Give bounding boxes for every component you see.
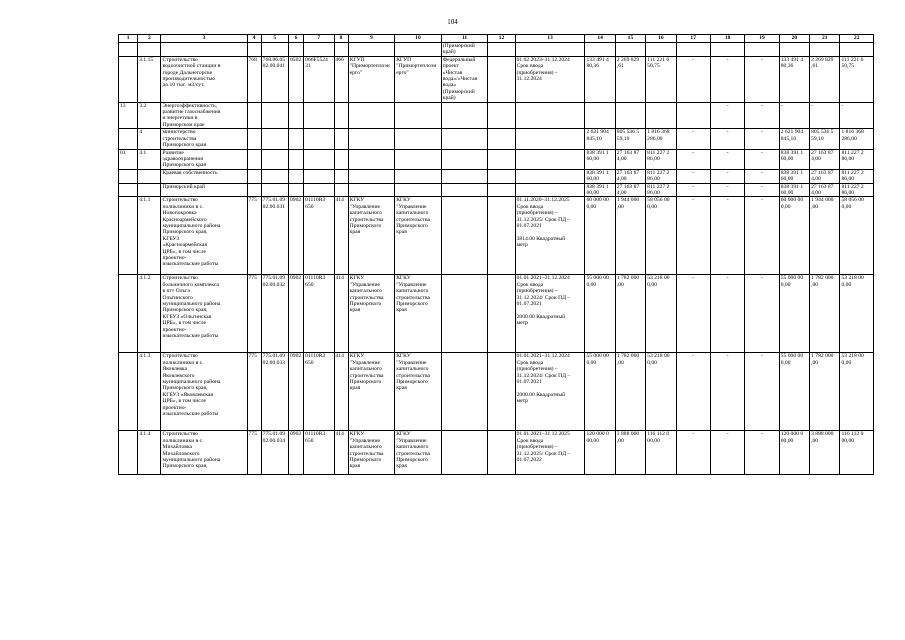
table-cell <box>119 169 138 183</box>
table-cell: - <box>810 102 840 129</box>
table-cell <box>488 275 515 353</box>
table-cell <box>840 43 874 57</box>
column-header: 13 <box>515 35 585 43</box>
table-cell <box>247 149 261 169</box>
table-cell <box>304 169 334 183</box>
table-cell <box>288 102 303 129</box>
column-header: 3 <box>161 35 247 43</box>
table-cell <box>441 353 488 431</box>
table-cell <box>119 431 138 475</box>
table-cell: КГКУ "Управление капитального строительства Приморского края <box>348 431 395 475</box>
table-cell: 0902 <box>288 431 303 475</box>
table-cell <box>119 197 138 275</box>
table-cell: - <box>745 102 779 129</box>
table-row <box>119 169 874 183</box>
table-cell <box>334 149 348 169</box>
table-cell: Строительство водоочистной станции в городе Дальнегорске производительностью до 10 тыс. м3/сут. <box>161 56 247 102</box>
column-header: 22 <box>840 35 874 43</box>
table-cell <box>304 183 334 197</box>
table-cell: 2 621 904 845,10 <box>779 129 809 149</box>
table-cell <box>395 43 442 57</box>
table-cell <box>488 183 515 197</box>
column-header: 19 <box>745 35 779 43</box>
table-cell <box>304 43 334 57</box>
table-cell <box>119 183 138 197</box>
table-cell: 838 391 1 60,00 <box>779 169 809 183</box>
table-cell: 466 <box>334 56 348 102</box>
table-cell: 811 227 2 86,00 <box>646 149 676 169</box>
table-cell <box>488 102 515 129</box>
table-cell: - <box>745 275 779 353</box>
table-cell: 120 000 0 00,00 <box>779 431 809 475</box>
table-cell: 0902 <box>288 353 303 431</box>
table-cell: - <box>676 183 710 197</box>
table-cell <box>515 169 585 183</box>
table-cell <box>288 129 303 149</box>
table-cell: - <box>676 56 710 102</box>
table-cell <box>138 183 161 197</box>
table-cell: 2 621 904 845,10 <box>585 129 615 149</box>
table-cell: - <box>676 197 710 275</box>
table-cell: 53 218 00 0,00 <box>840 353 874 431</box>
table-cell <box>288 183 303 197</box>
table-cell: 4.1.4 <box>138 431 161 475</box>
table-cell <box>646 102 676 129</box>
table-cell <box>261 169 288 183</box>
table-cell <box>515 43 585 57</box>
table-cell: - <box>745 56 779 102</box>
table-cell: 60 000 00 0,00 <box>585 197 615 275</box>
table-cell: КГКУ "Управление капитального строительства Приморского края <box>395 197 442 275</box>
table-cell: 3 888 000 ,00 <box>810 431 840 475</box>
table-cell: 838 391 1 60,00 <box>585 149 615 169</box>
table-cell <box>810 43 840 57</box>
table-cell: - <box>779 102 809 129</box>
table-cell: - <box>745 149 779 169</box>
table-cell: Краевая собственность <box>161 169 247 183</box>
table-cell <box>119 43 138 57</box>
table-cell <box>119 56 138 102</box>
table-cell <box>441 183 488 197</box>
table-row <box>119 149 874 169</box>
table-cell: Строительство поликлиники в с. Яковлевка Яковлевского муниципального района Приморского края, КГБУЗ «Яковлевская ЦРБ», в том числе проектно- изыскательские работы <box>161 353 247 431</box>
column-header: 6 <box>288 35 303 43</box>
table-cell: - <box>676 129 710 149</box>
table-cell <box>515 149 585 169</box>
table-cell <box>441 431 488 475</box>
table-cell: 27 163 87 4,00 <box>615 169 645 183</box>
table-cell <box>138 43 161 57</box>
table-cell: 2 269 829 ,61 <box>810 56 840 102</box>
table-cell <box>334 43 348 57</box>
table-cell: 1 944 000 ,00 <box>615 197 645 275</box>
table-cell: Строительство поликлиники в с. Михайловка Михайловского муниципального района Приморского края, <box>161 431 247 475</box>
table-cell: 768.06.05 02.00.041 <box>261 56 288 102</box>
table-cell: 768 <box>247 56 261 102</box>
table-cell: 775.01.09 02.00.031 <box>261 197 288 275</box>
table-cell <box>676 43 710 57</box>
table-cell <box>261 183 288 197</box>
table-cell: 27 163 87 4,00 <box>615 149 645 169</box>
table-cell: 811 227 2 86,00 <box>840 149 874 169</box>
table-cell: (Приморский край) <box>441 43 488 57</box>
column-header: 1 <box>119 35 138 43</box>
table-cell <box>488 431 515 475</box>
table-cell <box>676 102 710 129</box>
table-cell: - <box>710 183 744 197</box>
table-cell <box>615 102 645 129</box>
table-cell <box>348 129 395 149</box>
table-cell: Приморский край <box>161 183 247 197</box>
table-cell: - <box>676 431 710 475</box>
column-header: 9 <box>348 35 395 43</box>
column-header: 12 <box>488 35 515 43</box>
column-header: 20 <box>779 35 809 43</box>
table-cell: - <box>745 169 779 183</box>
table-cell: 1 944 000 ,00 <box>810 197 840 275</box>
table-cell: - <box>745 129 779 149</box>
table-cell <box>395 169 442 183</box>
table-cell: 60 000 00 0,00 <box>779 197 809 275</box>
table-cell <box>395 129 442 149</box>
table-cell <box>247 102 261 129</box>
table-cell <box>261 43 288 57</box>
table-cell <box>488 169 515 183</box>
table-cell <box>585 102 615 129</box>
table-cell: - <box>710 197 744 275</box>
table-cell: - <box>710 129 744 149</box>
table-cell: 27 163 87 4,00 <box>810 149 840 169</box>
table-cell: КГКУ "Управление капитального строительства Приморского края <box>348 353 395 431</box>
column-header: 21 <box>810 35 840 43</box>
table-cell: 55 000 00 0,00 <box>779 275 809 353</box>
table-cell: 53 218 00 0,00 <box>646 353 676 431</box>
table-cell: 838 391 1 60,00 <box>585 169 615 183</box>
table-cell: - <box>710 431 744 475</box>
table-cell <box>334 169 348 183</box>
table-cell <box>515 102 585 129</box>
table-cell <box>304 149 334 169</box>
table-cell <box>441 275 488 353</box>
table-cell: 1 782 000 ,00 <box>615 275 645 353</box>
table-cell: 3.2 <box>138 102 161 129</box>
table-cell: 0502 <box>288 56 303 102</box>
table-cell: 1 816 368 286,00 <box>840 129 874 149</box>
table-cell: 066F5524 31 <box>304 56 334 102</box>
table-cell: - <box>710 353 744 431</box>
table-cell: - <box>676 275 710 353</box>
table-cell: - <box>676 149 710 169</box>
table-cell <box>515 183 585 197</box>
table-cell: 116 112 0 00,00 <box>840 431 874 475</box>
table-cell: 4.1 <box>138 149 161 169</box>
table-cell: 133 491 4 80,36 <box>585 56 615 102</box>
table-cell <box>348 169 395 183</box>
table-cell: 58 056 00 0,00 <box>646 197 676 275</box>
table-cell <box>515 129 585 149</box>
column-header: 5 <box>261 35 288 43</box>
table-cell: 775 <box>247 275 261 353</box>
table-cell: 3.1.15 <box>138 56 161 102</box>
table-cell: КГУП "Примортеплоэн ерго" <box>348 56 395 102</box>
table-cell: 811 227 2 86,00 <box>840 169 874 183</box>
table-cell <box>247 183 261 197</box>
table-cell: 01110R3 650 <box>304 353 334 431</box>
table-cell: - <box>745 431 779 475</box>
table-cell: 01.02.2023–31.12.2024 Срок ввода (приобретения) – 31.12.2024 <box>515 56 585 102</box>
column-header: 10 <box>395 35 442 43</box>
table-cell <box>348 149 395 169</box>
table-cell <box>288 43 303 57</box>
table-cell: 414 <box>334 275 348 353</box>
table-cell: - <box>676 169 710 183</box>
table-cell <box>779 43 809 57</box>
table-cell <box>334 129 348 149</box>
table-cell: министерство строительства Приморского края <box>161 129 247 149</box>
table-cell <box>247 43 261 57</box>
table-cell: 1 782 000 ,00 <box>810 275 840 353</box>
table-cell: 0902 <box>288 275 303 353</box>
table-cell: - <box>710 169 744 183</box>
table-cell: 838 391 1 60,00 <box>779 149 809 169</box>
table-cell: Развитие здравоохранения Приморского края <box>161 149 247 169</box>
table-cell: Строительство больничного комплекса в пгт Ольга Ольгинского муниципального района Приморского края, КГБУЗ «Ольгинская ЦРБ», в том числе проектно- изыскательские работы <box>161 275 247 353</box>
table-cell <box>646 43 676 57</box>
table-cell: 111 221 6 50,75 <box>840 56 874 102</box>
table-cell: 27 163 87 4,00 <box>810 183 840 197</box>
table-row <box>119 353 874 431</box>
table-cell <box>334 102 348 129</box>
table-cell: 55 000 00 0,00 <box>779 353 809 431</box>
table-cell <box>119 353 138 431</box>
table-cell: 811 227 2 86,00 <box>646 183 676 197</box>
table-cell: 4.1.2 <box>138 275 161 353</box>
table-cell <box>585 43 615 57</box>
table-cell: Федеральный проект «Чистая вода»/«Чистая вода» (Приморский край) <box>441 56 488 102</box>
table-cell <box>488 129 515 149</box>
table-cell: - <box>710 149 744 169</box>
table-cell <box>745 43 779 57</box>
table-cell <box>348 183 395 197</box>
table-cell: 58 056 00 0,00 <box>840 197 874 275</box>
table-cell: 01110R3 650 <box>304 197 334 275</box>
table-cell: 811 227 2 86,00 <box>646 169 676 183</box>
column-header: 18 <box>710 35 744 43</box>
table-cell: 133 491 4 80,36 <box>779 56 809 102</box>
column-header: 14 <box>585 35 615 43</box>
table-cell: 1 782 000 ,00 <box>810 353 840 431</box>
table-cell: - <box>840 102 874 129</box>
table-cell <box>488 353 515 431</box>
table-cell: 4.1.1 <box>138 197 161 275</box>
table-cell <box>288 169 303 183</box>
budget-table <box>118 34 874 475</box>
table-cell: 775.01.09 02.00.034 <box>261 431 288 475</box>
column-header: 7 <box>304 35 334 43</box>
table-cell <box>441 197 488 275</box>
column-header: 17 <box>676 35 710 43</box>
table-cell: Энергоэффективность, развитие газоснабжения и энергетики в Приморском крае <box>161 102 247 129</box>
table-cell: 775 <box>247 431 261 475</box>
table-cell: 414 <box>334 431 348 475</box>
table-cell <box>488 56 515 102</box>
table-cell: - <box>745 353 779 431</box>
table-cell: 0902 <box>288 197 303 275</box>
table-cell <box>441 169 488 183</box>
table-cell: 55 000 00 0,00 <box>585 353 615 431</box>
table-cell: 3 888 000 ,00 <box>615 431 645 475</box>
table-cell: 2 269 829 ,61 <box>615 56 645 102</box>
table-cell: 775 <box>247 353 261 431</box>
table-cell: 01.01.2021–31.12.2025 Срок ввода (приобретения) – 31.12.2025/ Срок ПД – 01.07.2022 <box>515 431 585 475</box>
table-cell <box>395 102 442 129</box>
table-cell: 27 163 87 4,00 <box>615 183 645 197</box>
table-cell: КГКУ "Управление капитального строительства Приморского края <box>348 197 395 275</box>
column-header: 11 <box>441 35 488 43</box>
table-cell <box>304 102 334 129</box>
table-cell <box>261 102 288 129</box>
table-cell <box>488 149 515 169</box>
table-cell <box>615 43 645 57</box>
table-cell: - <box>745 183 779 197</box>
table-cell <box>488 197 515 275</box>
table-header-row <box>119 35 874 43</box>
table-cell <box>161 43 247 57</box>
table-cell: 01110R3 650 <box>304 431 334 475</box>
table-row <box>119 197 874 275</box>
table-cell <box>247 169 261 183</box>
table-row <box>119 431 874 475</box>
page-number: 104 <box>447 18 458 26</box>
table-cell: КГУП "Примортеплоэн ерго" <box>395 56 442 102</box>
table-cell: 111 221 6 50,75 <box>646 56 676 102</box>
table-cell: - <box>676 353 710 431</box>
table-cell <box>441 129 488 149</box>
column-header: 16 <box>646 35 676 43</box>
table-cell: 13 <box>119 102 138 129</box>
table-cell: 01.11.2020–31.12.2025 Срок ввода (приобретения) – 31.12.2025/ Срок ПД – 01.07.2021 3814.00 Квадратный метр <box>515 197 585 275</box>
table-cell: 838 391 1 60,00 <box>585 183 615 197</box>
table-cell <box>395 149 442 169</box>
column-header: 15 <box>615 35 645 43</box>
table-cell: 01 <box>119 149 138 169</box>
table-cell: 4 <box>138 129 161 149</box>
table-cell <box>261 129 288 149</box>
table-cell: 1 816 368 286,00 <box>646 129 676 149</box>
table-cell: 53 218 00 0,00 <box>840 275 874 353</box>
table-cell: Строительство поликлиники в с. Новопокровка Красноармейского муниципального района Приморского края, КГБУЗ «Красноармейская ЦРБ», в том числе проектно- изыскательские работы <box>161 197 247 275</box>
table-cell <box>348 102 395 129</box>
table-cell: 01.01.2021–31.12.2024 Срок ввода (приобретения) – 31.12.2024/ Срок ПД – 01.07.2021 2000.00 Квадратный метр <box>515 275 585 353</box>
table-cell: 805 536 5 59,10 <box>810 129 840 149</box>
table-cell: КГКУ "Управление капитального строительства Приморского края <box>395 431 442 475</box>
table-cell: - <box>745 197 779 275</box>
table-cell: 414 <box>334 197 348 275</box>
table-row <box>119 183 874 197</box>
table-cell <box>247 129 261 149</box>
table-cell: 01110R3 650 <box>304 275 334 353</box>
table-cell: 01.01.2021–31.12.2024 Срок ввода (приобретения) – 31.12.2024/ Срок ПД – 01.07.2021 2000.00 Квадратный метр <box>515 353 585 431</box>
table-cell: КГКУ "Управление капитального строительства Приморского края <box>395 275 442 353</box>
table-cell: 116 112 0 00,00 <box>646 431 676 475</box>
table-cell: 414 <box>334 353 348 431</box>
table-cell <box>441 149 488 169</box>
table-cell: КГКУ "Управление капитального строительства Приморского края <box>348 275 395 353</box>
column-header: 2 <box>138 35 161 43</box>
table-row <box>119 56 874 102</box>
table-cell: - <box>710 275 744 353</box>
table-cell: 1 782 000 ,00 <box>615 353 645 431</box>
table-cell <box>288 149 303 169</box>
table-row <box>119 275 874 353</box>
table-cell <box>334 183 348 197</box>
table-cell <box>304 129 334 149</box>
table-cell: - <box>710 102 744 129</box>
table-cell: 53 218 00 0,00 <box>646 275 676 353</box>
table-row <box>119 43 874 57</box>
table-row <box>119 102 874 129</box>
table-cell: 805 536 5 59,10 <box>615 129 645 149</box>
table-cell: - <box>710 56 744 102</box>
table-cell: 775.01.09 02.00.032 <box>261 275 288 353</box>
table-cell <box>710 43 744 57</box>
table-cell <box>395 183 442 197</box>
table-cell: 27 163 87 4,00 <box>810 169 840 183</box>
table-row <box>119 129 874 149</box>
table-cell <box>138 169 161 183</box>
table-cell: 120 000 0 00,00 <box>585 431 615 475</box>
table-cell: КГКУ "Управление капитального строительства Приморского края <box>395 353 442 431</box>
table-cell: 775 <box>247 197 261 275</box>
table-cell <box>119 275 138 353</box>
table-cell: 838 391 1 60,00 <box>779 183 809 197</box>
table-cell: 811 227 2 86,00 <box>840 183 874 197</box>
table-cell <box>261 149 288 169</box>
table-cell: 55 000 00 0,00 <box>585 275 615 353</box>
column-header: 8 <box>334 35 348 43</box>
table-cell <box>119 129 138 149</box>
table-cell <box>348 43 395 57</box>
table-cell <box>488 43 515 57</box>
column-header: 4 <box>247 35 261 43</box>
table-cell <box>441 102 488 129</box>
table-cell: 775.01.09 02.00.033 <box>261 353 288 431</box>
table-cell: 4.1.3 <box>138 353 161 431</box>
